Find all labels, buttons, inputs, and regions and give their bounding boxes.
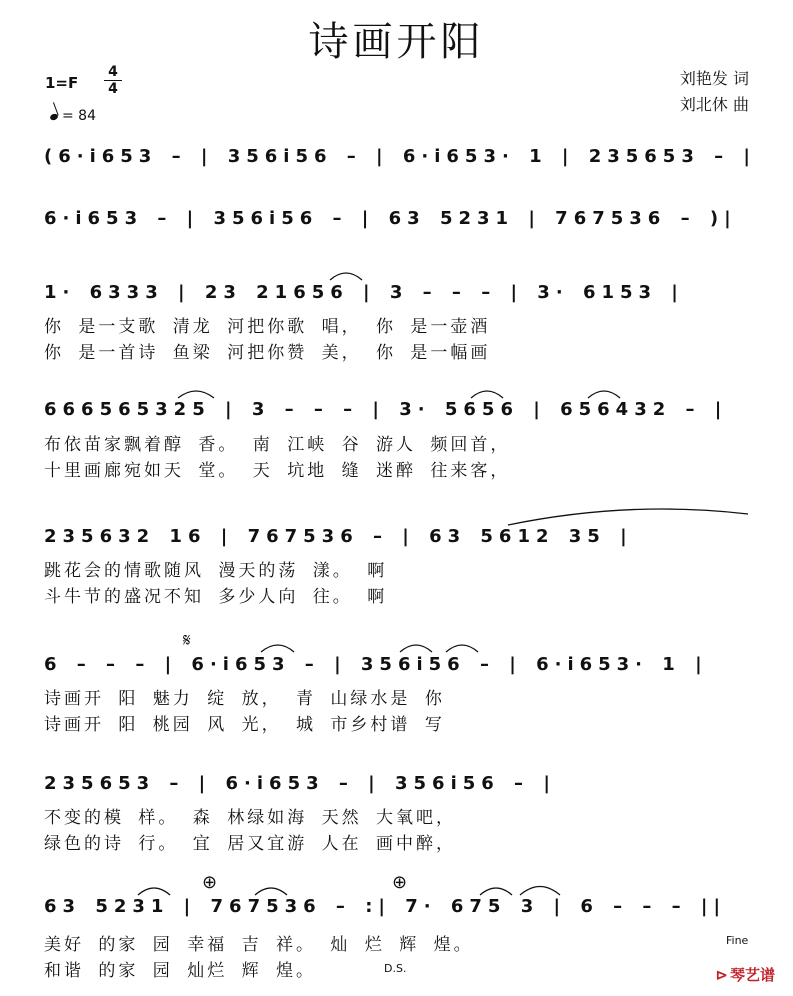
lyric-row-8-verse-2: 和谐 的家 园 灿烂 辉 煌。	[44, 961, 317, 981]
lyric-row-3-verse-2: 你 是一首诗 鱼梁 河把你赞 美， 你 是一幅画	[44, 343, 491, 363]
lyric-row-4-verse-2: 十里画廊宛如天 堂。 天 坑地 缝 迷醉 往来客，	[44, 461, 511, 481]
music-row-6: 6 – – – | 6·i653 – | 356i56 – | 6·i653· 1 |	[44, 654, 708, 675]
lyric-row-5-verse-1: 跳花会的情歌随风 漫天的荡 漾。 啊	[44, 561, 388, 581]
music-row-7: 235653 – | 6·i653 – | 356i56 – |	[44, 773, 556, 794]
tempo-value: = 84	[62, 108, 96, 124]
time-signature-top: 4	[104, 64, 122, 81]
segno-icon: 𝄋	[183, 630, 191, 651]
lyric-row-5-verse-2: 斗牛节的盛况不知 多少人向 往。 啊	[44, 587, 388, 607]
coda-icon-2: ⊕	[392, 872, 408, 893]
music-row-3: 1· 6333 | 23 21656 | 3 – – – | 3· 6153 |	[44, 282, 684, 303]
ds-marking: D.S.	[384, 962, 407, 975]
composer-credit: 刘北休 曲	[679, 95, 749, 114]
page-title: 诗画开阳	[308, 19, 485, 65]
music-row-8: 63 5231 | 767536 – :| 7· 675 3 | 6 – – – ||	[44, 896, 727, 917]
fine-marking: Fine	[726, 934, 749, 947]
lyric-row-4-verse-1: 布依苗家飘着醇 香。 南 江峡 谷 游人 频回首，	[44, 435, 511, 455]
logo-icon: ⊳	[715, 966, 728, 984]
lyric-row-3-verse-1: 你 是一支歌 清龙 河把你歌 唱， 你 是一壶酒	[44, 317, 491, 337]
lyric-row-7-verse-2: 绿色的诗 行。 宜 居又宜游 人在 画中醉，	[44, 834, 457, 854]
lyric-row-6-verse-2: 诗画开 阳 桃园 风 光， 城 市乡村谱 写	[44, 715, 445, 735]
lyricist-credit: 刘艳发 词	[679, 69, 749, 88]
music-row-5: 235632 16 | 767536 – | 63 5612 35 |	[44, 526, 633, 547]
lyric-row-6-verse-1: 诗画开 阳 魅力 绽 放， 青 山绿水是 你	[44, 689, 445, 709]
music-row-4: 666565325 | 3 – – – | 3· 5656 | 656432 – |	[44, 399, 728, 420]
music-row-2: 6·i653 – | 356i56 – | 63 5231 | 767536 – )|	[44, 208, 737, 229]
music-row-1: (6·i653 – | 356i56 – | 6·i653· 1 | 235653 – |	[44, 146, 756, 167]
lyric-row-7-verse-1: 不变的模 样。 森 林绿如海 天然 大氧吧，	[44, 808, 457, 828]
coda-icon: ⊕	[202, 872, 218, 893]
time-signature-bottom: 4	[108, 81, 118, 97]
lyric-row-8-verse-1: 美好 的家 园 幸福 吉 祥。 灿 烂 辉 煌。	[44, 935, 474, 955]
site-logo	[715, 964, 775, 985]
logo-text: 琴艺谱	[729, 966, 775, 984]
key-signature: 1=F	[45, 74, 79, 92]
